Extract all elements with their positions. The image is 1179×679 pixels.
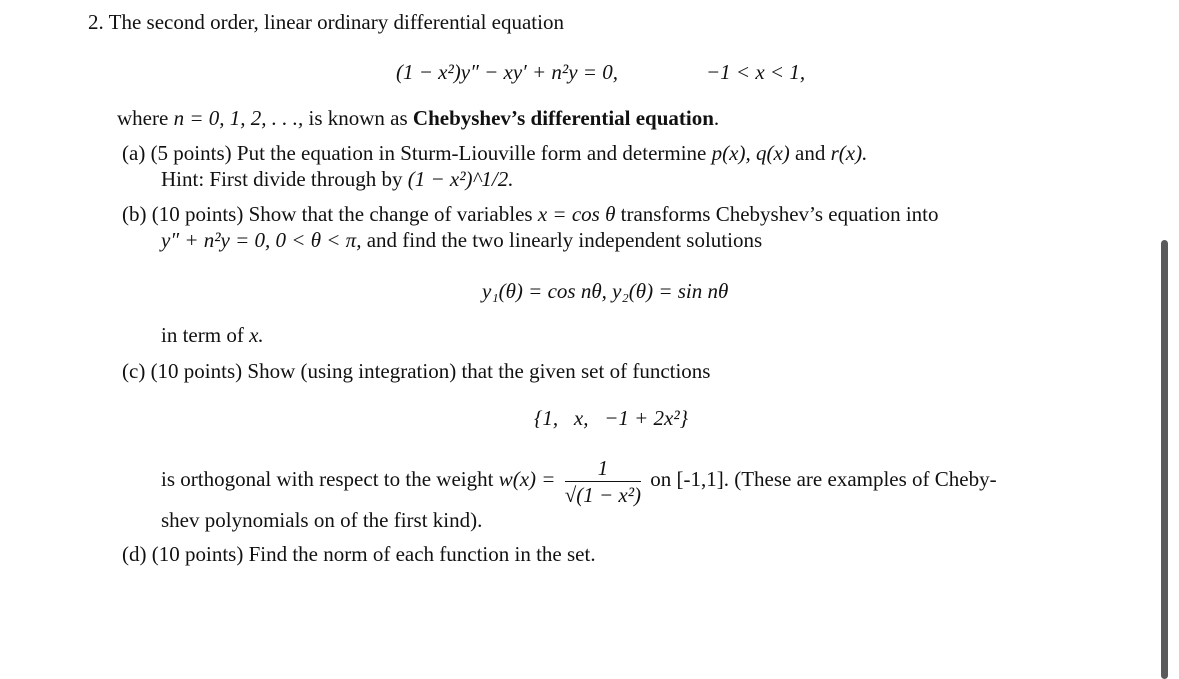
text: in term of — [161, 323, 244, 347]
part-d — [122, 542, 596, 566]
part-b-after — [161, 323, 264, 347]
text: (10 points) Find the norm of each function in the set. — [151, 542, 596, 566]
chebyshev-equation: (1 − x²)y″ − xy′ + n²y = 0, — [396, 60, 618, 84]
math: x = cos θ — [537, 202, 616, 226]
text: and — [795, 141, 826, 165]
equation-domain: −1 < x < 1, — [706, 60, 806, 84]
text: (10 points) Show (using integration) that the given set of functions — [150, 359, 711, 383]
part-label: (a) — [122, 141, 146, 165]
denominator: √(1 − x²) — [564, 482, 641, 507]
problem-number: 2. — [88, 10, 104, 34]
where-line — [117, 106, 719, 130]
text: where — [117, 106, 169, 130]
numerator: 1 — [565, 457, 641, 482]
part-c-cont: shev polynomials on of the first kind). — [161, 508, 483, 532]
part-label: (c) — [122, 359, 146, 383]
math: x. — [249, 323, 264, 347]
problem-intro — [88, 10, 564, 34]
text: (10 points) Show that the change of variables — [151, 202, 533, 226]
part-b — [122, 202, 939, 226]
intro-text: The second order, linear ordinary differential equation — [108, 10, 564, 34]
part-a-hint — [161, 167, 513, 191]
part-c — [122, 359, 710, 383]
weight-line — [161, 452, 997, 506]
math: n = 0, 1, 2, . . ., — [173, 106, 304, 130]
solutions: y₁(θ) = cos nθ, y₂(θ) = sin nθ — [482, 279, 729, 303]
vertical-scrollbar[interactable] — [1161, 240, 1168, 679]
math: p(x), q(x) — [711, 141, 790, 165]
text: (5 points) Put the equation in Sturm-Liouville form and determine — [150, 141, 707, 165]
math: w(x) = — [498, 467, 556, 491]
text: on [-1,1]. (These are examples of Cheby- — [650, 467, 997, 491]
math: (1 − x²)^1/2. — [407, 167, 514, 191]
part-a — [122, 141, 867, 165]
math: r(x). — [830, 141, 868, 165]
math: y″ + n²y = 0, 0 < θ < π, — [161, 228, 362, 252]
text: . — [713, 106, 720, 130]
text: is known as — [308, 106, 408, 130]
text: is orthogonal with respect to the weight — [161, 467, 494, 491]
part-label: (b) — [122, 202, 147, 226]
weight-fraction — [565, 457, 641, 506]
term-bold: Chebyshev’s differential equation — [412, 106, 714, 130]
text: transforms Chebyshev’s equation into — [620, 202, 939, 226]
part-label: (d) — [122, 542, 147, 566]
text: and find the two linearly independent solutions — [366, 228, 763, 252]
part-b-line2 — [161, 228, 762, 252]
function-set: {1, x, −1 + 2x²} — [534, 406, 689, 430]
text: Hint: First divide through by — [161, 167, 403, 191]
